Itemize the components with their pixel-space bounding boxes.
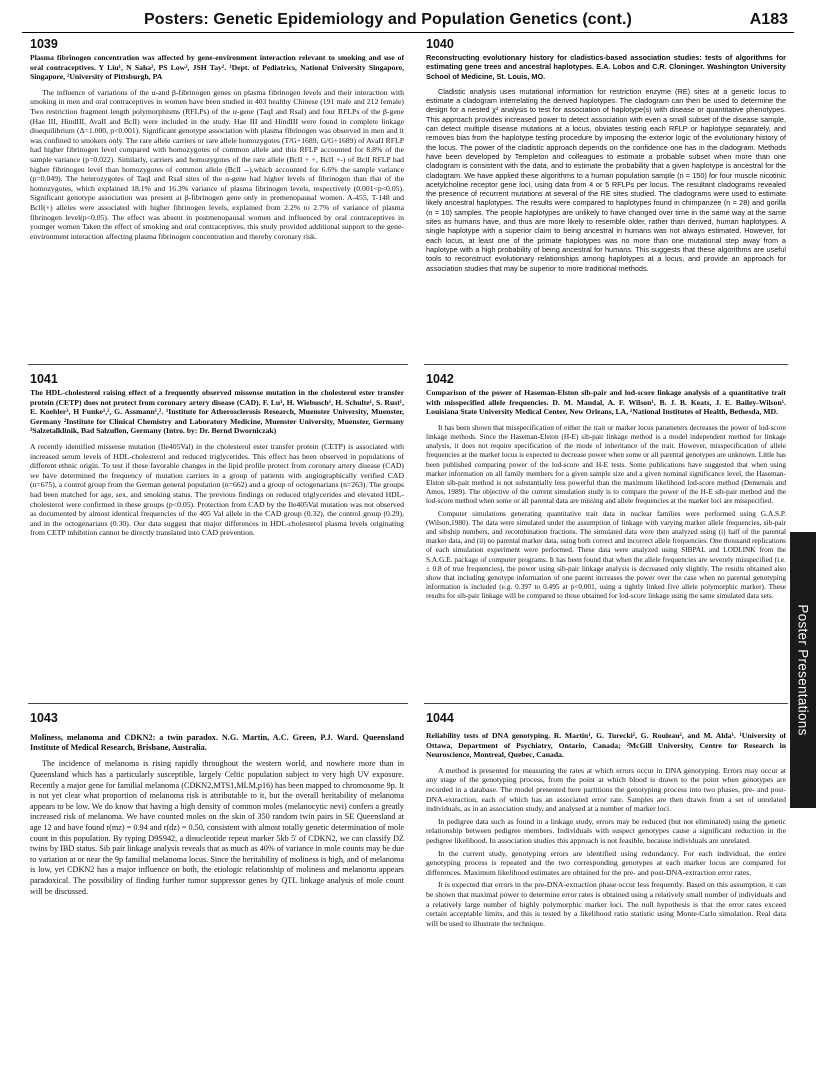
abstract-1043 [30,711,404,1051]
abstract-body [426,423,786,601]
abstract-1041 [30,372,404,698]
abstract-paragraph: It is expected that errors in the pre-DNA-extraction phase occur less frequently. Based on this assumption, it can be shown that maximal power to determine error rates is obtained using a relatively small number of individuals and a relatively large number of highly polymorphic marker loci. The null hypothesis is that the error rates exceed certain acceptable limits, and this is tested by a likelihood ratio statistic using Monte-Carlo simulation. Real data will be used to illustrate the technique. [426,880,786,928]
abstract-number: 1044 [426,711,454,725]
abstract-body [30,759,404,897]
abstract-body [30,442,404,538]
page-number: A183 [749,11,788,28]
abstract-paragraph: A method is presented for measuring the rates at which errors occur in DNA genotyping. Errors may occur at any stage of the genotyping process, from the point at which blood is drawn to the point when genotypes are recorded in a database. The model presented here partitions the genotyping process into two phases, pre- and post-DNA-extraction, each of which has an associated error rate. Samples are then drawn from a set of unrelated individuals, as in an association study, and analysed at a number of marker loci. [426,765,786,814]
row-divider [28,364,408,365]
abstract-paragraph: It has been shown that misspecification of either the trait or marker locus parameters decreases the power of lod-score linkage methods. Since the Haseman-Elston (H-E) sib-pair linkage method is a model independent method for linkage analysis, it does not require specification of the mode of inheritance of the trait. However, misspecification of allele frequencies at the marker locus is expected to decrease power when some or all parental genotypes are unknown. Little has been published comparing power of the lod-score and H-E tests. Some publications have suggested that when using marker information on all family members for a given sample size and a given nominal significance level, the Haseman-Elston sib-pair method is not substantially less powerful than the maximum likelihood lod-score method (Demenais and Amos, 1989). The objective of the current simulation study is to compare the power of the H-E sib-pair method and the lod-score method when some or all parental data are missing and allele frequencies at the marker loci are misspecified. [426,422,786,506]
abstract-1042 [426,372,786,698]
row-divider [424,364,788,365]
row-divider [424,703,788,704]
abstract-paragraph: Cladistic analysis uses mutational information for restriction enzyme (RE) sites at a genetic locus to estimate a cladogram interrelating the derived haplotypes. The cladogram can then be used to determine the design for a nested χ² analysis to test for association of haplotype(s) with disease or quantitative phenotypes. This approach provides increased power to detect association with even a small subset of the disease sample, can detect multiple disease mutations at a locus, obviates testing each RFLP or haplotype separately, and removes bias from the haplotype testing procedure by imposing the exterior logic of the evolutionary history of the locus. The power of the cladistic approach depends on the confidence one has in the cladogram. Methods have been developed by Templeton and colleagues to estimate a probable subset when more than one cladogram is consistent with the data, and to estimate the probability that a given haplotype is ancestral for the cladogram. We have applied these algorithms to a human population sample (n = 150) for four muscle nicotinic acetylcholine receptor gene loci, using data from 4 or 5 RFLPs per locus. The resultant cladograms revealed the presence of recurrent mutations at several of the RE sites studied. The cladograms were used to estimate likely ancestral haplotypes. The results were compared to haplotypes found in chimpanzee (n = 28) and gorilla (n = 10) samples. The people haplotypes are unlikely to have changed over time in the same way at the same sites as humans have, and thus are more likely to resemble older, rather than derived, human haplotypes. A single haplotype with a superior claim to being ancestral in humans was not always estimated. However, for each locus, at least one of the primate haplotypes was no more than one mutational step away from a haplotype with a high probability of being ancestral for humans. This suggests that these algorithms are useful tools to reconstruct evolutionary relationships among haplotypes at a locus, and provide an approach for association studies that may be superior to more traditional methods. [426,86,786,273]
abstract-paragraph: In the current study, genotyping errors are identified using redundancy. For each individual, the entire genotyping process is repeated and the two corresponding genotypes at each marker locus are compared for differences. Maximum likelihood estimates are obtained for the pre- and post-DNA-extraction error rates. [426,848,786,877]
side-tab-label: Poster Presentations [795,604,811,736]
abstract-body [30,88,404,242]
abstract-number: 1042 [426,372,454,386]
abstract-heading: Moliness, melanoma and CDKN2: a twin paradox. N.G. Martin, A.C. Green, P.J. Ward. Queensland Institute of Medical Research, Brisbane, Australia. [30,733,404,753]
row-divider [28,703,408,704]
abstract-heading: Reconstructing evolutionary history for cladistics-based association studies: tests of algorithms for estimating gene trees and ancestral haplotypes. E.A. Lobos and C.R. Cloninger. Washington University School of Medicine, St. Louis, MO. [426,53,786,81]
abstract-heading: Comparison of the power of Haseman-Elston sib-pair and lod-score linkage analysis of a quantitative trait with misspecified allele frequencies. D. M. Mandal, A. F. Wilson¹, B. J. B. Keats, J. E. Bailey-Wilson¹. Louisiana State University Medical Center, New Orleans, LA, ¹National Institutes of Health, Bethesda, MD. [426,388,786,417]
abstract-paragraph: In pedigree data such as found in a linkage study, errors may be reduced (but not eliminated) using the genetic relationship between pedigree members. Individuals with suspect genotypes cause a significant reduction in the pedigree likelihood. In association studies this approach is not feasible, because individuals are unrelated. [426,816,786,845]
abstract-number: 1039 [30,37,58,51]
page-header [22,8,794,33]
abstract-number: 1040 [426,37,454,51]
abstract-heading: Reliability tests of DNA genotyping. R. Martin¹, G. Turecki², G. Rouleau², and M. Alda¹. ¹University of Ottawa, Department of Psychiatry, Ontario, Canada; ²McGill University, Centre for Research in Neuroscience, Montreal, Quebec, Canada. [426,731,786,760]
abstract-number: 1041 [30,372,58,386]
abstract-paragraph: A recently identified missense mutation (Ile405Val) in the cholesterol ester transfer protein (CETP) is associated with increased serum levels of HDL-cholesterol and reduced triglycerides. This effect has been observed in populations of different ethnic origin. To test if these favorable changes in the lipid profile protect from coronary artery disease (CAD) we have determined the frequency of mutation carriers in a group of patients with angiographically verified CAD (n=675), a control group from the German general population (n=662) and a group of octogenarians (n=263). The groups had been matched for age, sex, and smoking status. The previous findings on reduced triglycerides and elevated HDL-cholesterol were confirmed in these groups (p<0.05). Protection from CAD by the Ile405Val mutation was not observed as documented by almost identical frequencies of the 405 Val allele in the CAD group (0.32), the control group (0.29), and in the octogenarians (0.30). Our data suggest that major differences in HDL-cholesterol plasma levels originating from CETP inhibition cannot be directly translated into CAD prevention. [30,441,404,538]
abstract-paragraph: Computer simulations generating quantitative trait data in nuclear families were performed using G.A.S.P. (Wilson,1980). The data were simulated under the assumption of linkage with varying marker allele frequencies, sib-pair and sibship numbers, and recombination fractions. The simulated data were then analyzed using (i) half of the parental marker data, and (ii) no parental marker data, using both correct and incorrect allele frequencies. One thousand replications of each simulation experiment were performed. These data were analyzed using SIBPAL and LODLINK from the S.A.G.E. package of computer programs. It has been found that when the allele frequencies are severely misspecified (i.e. ± 0.8 of true frequencies), the power using sib-pair linkage analysis is decreased only slightly. The results obtained also show that including genotype information of one parent increases the power over the case when no parental genotyping information is included (e.g. 0.397 to 0.495 at p<0.001, using a tightly linked five allele polymorphic marker). These results for sib-pair linkage will be compared to those obtained for lod-score linkage using the same simulated data sets. [426,508,786,601]
abstract-1040 [426,37,786,359]
abstract-body [426,87,786,273]
poster-presentations-tab [790,532,816,808]
abstract-body [426,766,786,929]
abstract-heading: The HDL-cholesterol raising effect of a frequently observed missense mutation in the cholesterol ester transfer protein (CETP) does not protect from coronary artery disease (CAD). F. Lu¹, H. Wiebusch¹, H. Schulte¹, S. Rust¹, E. Koehler³, H Funke¹,², G. Assmann¹,². ¹Institute for Atherosclerosis Research, Muenster University, Muenster, Germany ²Institute for Clinical Chemistry and Laboratory Medicine, Muenster University, Muenster, Germany ³Salzetalklinik, Bad Salzuflen, Germany (Intro. by: Dr. Bernd Dworniczak) [30,388,404,436]
abstract-1039 [30,37,404,359]
abstract-heading: Plasma fibrinogen concentration was affected by gene-environment interaction relevant to smoking and use of oral contraceptives. Y Liu¹, N Saha², PS Low², JSH Tay². ¹Dept. of Pediatrics, National University Singapore, Singapore, ²University of Pittsburgh, PA [30,53,404,82]
abstract-number: 1043 [30,711,58,725]
section-title: Posters: Genetic Epidemiology and Population Genetics (cont.) [144,11,632,28]
abstract-1044 [426,711,786,1051]
abstract-paragraph: The influence of variations of the α-and β-fibrinogen genes on plasma fibrinogen levels and their interaction with smoking in men and oral contraceptives in women have been studied in 403 healthy Chinese (191 male and 212 female) Two restriction fragment length polymorphisms (RFLPs) of the α-gene (TaqI and RsaI) and four RFLPs of the β-gene (Hae III, HindIII, AvaII and BclI) were included in the study. Hae III and HindIII were found in complete linkage disequilibrium (Δ=1.000, p<0.001). Significant genotype association with plasma fibrinogen was observed in men and it was confined to smokers only. The rare allele carriers or rare allele homozygotes (T/G+1689, G/G+1689) of AvaII RFLP had higher fibrinogen level compared with homozygotes of common allele and this RFLP accounted for 8.8% of the sample variance (p=0.022). Similarly, carriers and homozygotes of the rare allele (BclI + +, BclI +-) of BclI RFLP had higher fibrinogen level than homozygotes of common allele (BclI --),which accounted for 6.6% the sample variance (p=0.049). The heterozygotes of TaqI and RsaI sites of the α-gene had higher levels of fibrinogen than that of the homozygotes, which explained 18.1% and 16.3% variance of plasma fibrinogen levels, respectively (0.001<p<0.05). Significant genotype association was present at β-fibrinogen gene only in premenopausal women. A-455, T-148 and BclI(+) alleles were associated with higher fibrinogen levels, explained from 2.2% to 2.7% of variance of plasma fibrinogen level(p<0.05). The effect was absent in postmenopausal women and influenced by oral contraceptives in younger women Taken the effect of smoking and oral contraceptives, this study provided additional support to the gene-environment interaction affecting plasma fibrinogen concentration and thereby coronary risk. [30,87,404,241]
abstract-paragraph: The incidence of melanoma is rising rapidly throughout the western world, and nowhere more than in Queensland which has a particularly susceptible, largely Celtic population subject to very high UV exposure. Recently a major gene for familial melanoma (CDKN2,MTS1,MLM,p16) has been mapped to chromosome 9p. It is not yet clear what proportion of melanoma risk is attributable to it, but the overall heritability of melanoma appears to be low. We do know that having a high density of common moles (melanocytic nevi) confers a greatly increased risk of melanoma. We have counted moles on the skin of 350 random twin pairs in SE Queensland at age 12 and have found r(mz) = 0.94 and r(dz) = 0.50, consistent with almost totally genetic determination of mole count in this population. By typing D9S942, a dinucleotide repeat marker 5kb 5' of CDKN2, we can classify DZ twins by IBD status. Sib pair linkage analysis reveals that as much as 40% of variance in mole counts may be due to variation at or near the 9p familial melanoma locus. Since the heritability of moliness is high, and of melanoma is low, yet CDKN2 has a major influence on both, the etiologic relationship of moliness and melanoma appears paradoxical. The possibility of finding further tumor suppressor genes by QTL linkage analysis of mole count will be discussed. [30,759,404,896]
